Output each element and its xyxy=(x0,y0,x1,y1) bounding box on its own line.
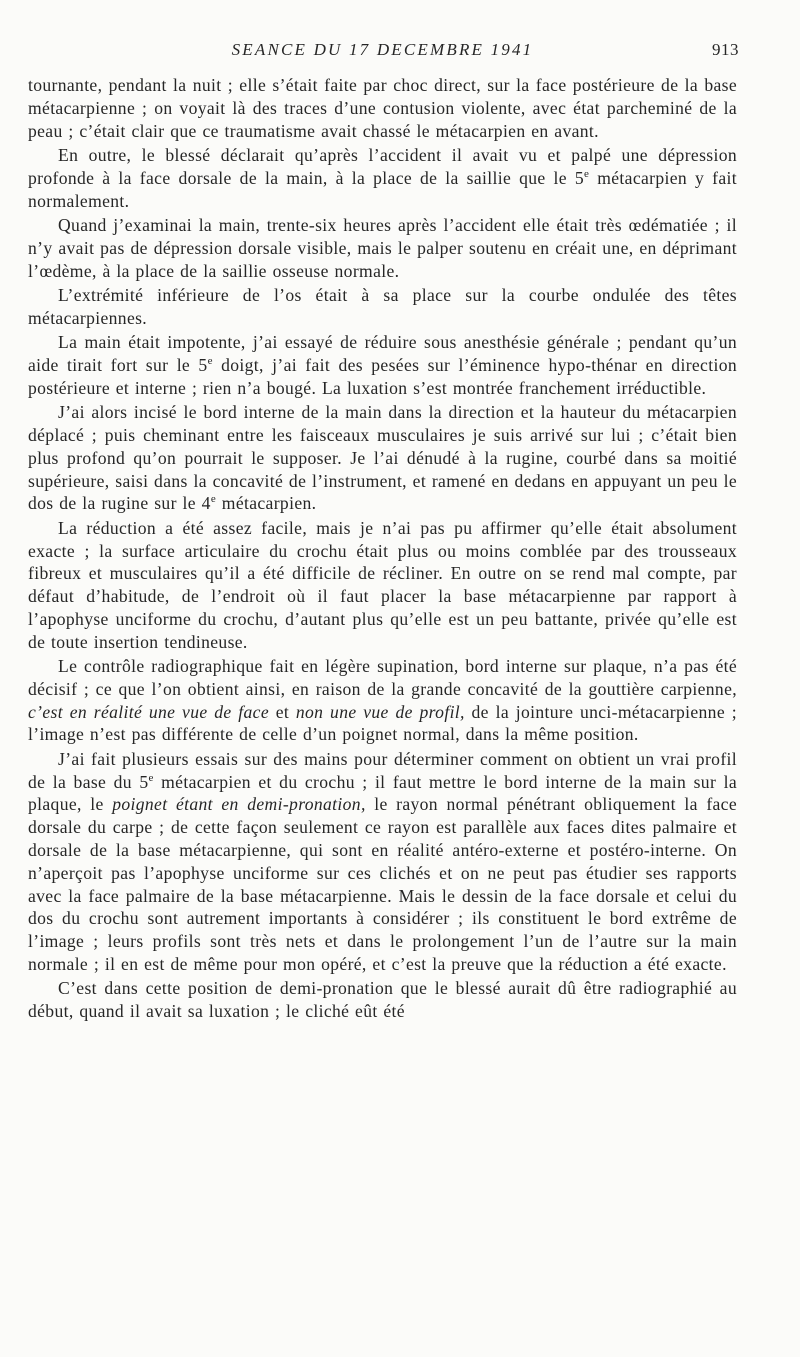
paragraph xyxy=(28,284,737,330)
paragraph xyxy=(28,977,737,1023)
text-run: et xyxy=(269,701,296,722)
italic-text: poignet étant en demi-pronation, xyxy=(112,794,366,815)
italic-text: non une vue de profil, xyxy=(295,701,465,722)
text-run: doigt, j’ai fait des pesées sur l’éminence hypo-thénar en direction postérieure et interne ; rien n’a bougé. La luxation s’est montrée franchement irréductible. xyxy=(28,354,737,398)
paragraph xyxy=(28,401,737,515)
paragraph xyxy=(28,331,737,399)
text-run: J’ai fait plusieurs essais sur des mains pour déterminer comment on obtient un vrai profil de la base du 5 xyxy=(28,748,737,792)
text-run: En outre, le blessé déclarait qu’après l’accident il avait vu et palpé une dépression profonde à la face dorsale de la main, à la place de la saillie que le 5 xyxy=(28,144,737,188)
paragraph xyxy=(28,655,737,746)
italic-text: c’est en réalité une vue de face xyxy=(28,701,269,722)
superscript: e xyxy=(207,355,213,368)
text-run: L’extrémité inférieure de l’os était à sa place sur la courbe ondulée des têtes métacarpiennes. xyxy=(28,284,737,328)
paragraph xyxy=(28,748,737,976)
text-run: métacarpien. xyxy=(216,493,317,514)
text-run: tournante, pendant la nuit ; elle s’était faite par choc direct, sur la face postérieure de la base métacarpienne ; on voyait là des traces d’une contusion violente, avec état parcheminé de la peau ; c’était clair que ce traumatisme avait chassé le métacarpien en avant. xyxy=(28,75,737,141)
text-run: La réduction a été assez facile, mais je n’ai pas pu affirmer qu’elle était absolument exacte ; la surface articulaire du crochu était plus ou moins comblée par des trousseaux fibreux et musculaires qu’il a été difficile de récliner. En outre on se rend mal compte, par défaut d’habitude, de l’endroit où il faut placer la base métacarpienne par rapport à l’apophyse unciforme du crochu, d’autant plus qu’elle est un peu battante, privée qu’elle est de toute insertion tendineuse. xyxy=(28,517,737,652)
superscript: e xyxy=(148,771,154,784)
page-number: 913 xyxy=(712,40,739,59)
running-header xyxy=(28,40,737,74)
text-run: Quand j’examinai la main, trente-six heures après l’accident elle était très œdématiée ; il n’y avait pas de dépression dorsale visible, mais le palper soutenu en créait une, en déprimant l’œdème, à la place de la saillie osseuse normale. xyxy=(28,214,737,281)
running-title: SEANCE DU 17 DECEMBRE 1941 xyxy=(231,40,534,59)
text-run: métacarpien et du crochu ; il faut mettre le bord interne de la main sur la plaque, le xyxy=(28,771,737,815)
superscript: e xyxy=(210,493,217,506)
text-run: C’est dans cette position de demi-pronation que le blessé aurait dû être radiographié au début, quand il avait sa luxation ; le cliché eût été xyxy=(28,978,737,1022)
text-run: métacarpien y fait normalement. xyxy=(28,167,737,211)
superscript: e xyxy=(584,167,590,180)
paragraph xyxy=(28,517,737,654)
text-run: Le contrôle radiographique fait en légère supination, bord interne sur plaque, n’a pas été décisif ; ce que l’on obtient ainsi, en raison de la grande concavité de la gouttière carpienne, xyxy=(28,656,737,699)
body-text xyxy=(28,74,737,1023)
paragraph xyxy=(28,144,737,212)
text-run: de la jointure unci-métacarpienne ; l’image n’est pas différente de celle d’un poignet normal, dans la même position. xyxy=(28,701,737,745)
text-run: J’ai alors incisé le bord interne de la main dans la direction et la hauteur du métacarpien déplacé ; puis cheminant entre les faisceaux musculaires je suis arrivé sur lui ; c’était bien plus profond qu’on pourrait le supposer. Je l’ai dénudé à la rugine, courbé dans sa moitié supérieure, saisi dans la concavité de l’instrument, et ramené en dedans en appuyant un peu le dos de la rugine sur le 4 xyxy=(28,402,737,514)
text-run: le rayon normal pénétrant obliquement la face dorsale du carpe ; de cette façon seulement ce rayon est parallèle aux faces dites palmaire et dorsale de la base métacarpienne, qui sont en réalité antéro-externe et postéro-interne. On n’aperçoit pas l’apophyse unciforme sur ces clichés et on ne peut pas étudier ses rapports avec la face palmaire de la base métacarpienne. Mais le dessin de la face dorsale et celui du dos du crochu sont autrement importants à considérer ; ils constituent le bord extrême de l’image ; leurs profils sont très nets et dans le prolongement l’un de l’autre sur la main normale ; il en est de même pour mon opéré, et c’est la preuve que la réduction a été exacte. xyxy=(28,794,738,975)
text-run: La main était impotente, j’ai essayé de réduire sous anesthésie générale ; pendant qu’un aide tirait fort sur le 5 xyxy=(28,332,737,375)
paragraph xyxy=(28,214,737,282)
paragraph xyxy=(28,74,737,142)
